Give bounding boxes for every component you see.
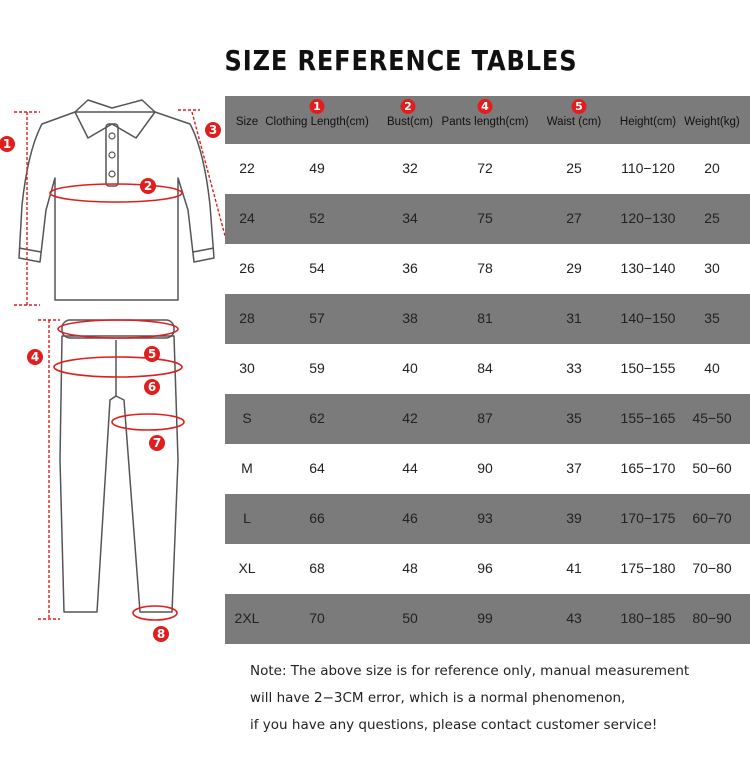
table-row	[225, 244, 750, 294]
table-cell: 62	[309, 410, 325, 426]
table-cell: 110−120	[621, 160, 675, 176]
table-cell: 25	[566, 160, 582, 176]
table-cell: 25	[704, 210, 720, 226]
table-cell: 80−90	[692, 610, 732, 626]
marker-7: 7	[152, 436, 162, 450]
shirt-button	[109, 171, 115, 177]
column-header: Pants length(cm)	[441, 116, 529, 128]
table-row	[225, 494, 750, 544]
table-cell: 96	[477, 560, 493, 576]
size-cell: XL	[238, 560, 256, 576]
collar	[75, 100, 155, 138]
note-line: Note: The above size is for reference only, manual measurement	[250, 663, 690, 679]
table-cell: 57	[309, 310, 325, 326]
table-cell: 46	[402, 510, 418, 526]
table-cell: 20	[704, 160, 720, 176]
table-body	[225, 144, 750, 644]
table-cell: 72	[477, 160, 493, 176]
note-line: will have 2−3CM error, which is a normal phenomenon,	[250, 690, 626, 706]
size-cell: M	[241, 460, 253, 476]
table-cell: 50−60	[692, 460, 732, 476]
marker-8: 8	[156, 627, 166, 641]
table-cell: 37	[566, 460, 582, 476]
table-cell: 43	[566, 610, 582, 626]
note-line: if you have any questions, please contact customer service!	[250, 717, 658, 733]
table-cell: 35	[566, 410, 582, 426]
table-cell: 44	[402, 460, 418, 476]
table-cell: 32	[402, 160, 418, 176]
size-cell: S	[242, 410, 252, 426]
table-cell: 150−155	[620, 360, 676, 376]
shirt-button	[109, 152, 115, 158]
table-cell: 99	[477, 610, 493, 626]
table-row	[225, 344, 750, 394]
table-cell: 39	[566, 510, 582, 526]
table-cell: 78	[477, 260, 493, 276]
table-row	[225, 394, 750, 444]
column-header: Weight(kg)	[684, 116, 740, 128]
measure-marker-badge: 1	[310, 99, 325, 114]
size-table	[225, 96, 750, 644]
size-cell: 28	[239, 310, 255, 326]
table-cell: 93	[477, 510, 493, 526]
table-cell: 50	[402, 610, 418, 626]
table-cell: 84	[477, 360, 493, 376]
table-cell: 34	[402, 210, 418, 226]
ankle-measure-ring	[133, 606, 177, 620]
table-cell: 165−170	[620, 460, 676, 476]
table-row	[225, 594, 750, 644]
table-cell: 60−70	[692, 510, 732, 526]
size-cell: 30	[239, 360, 255, 376]
table-cell: 45−50	[692, 410, 732, 426]
table-cell: 41	[566, 560, 582, 576]
table-cell: 180−185	[620, 610, 676, 626]
table-cell: 31	[566, 310, 582, 326]
column-header: Size	[235, 116, 259, 128]
table-cell: 54	[309, 260, 325, 276]
table-row	[225, 194, 750, 244]
table-cell: 66	[309, 510, 325, 526]
table-cell: 87	[477, 410, 493, 426]
table-cell: 49	[309, 160, 325, 176]
table-cell: 75	[477, 210, 493, 226]
table-cell: 48	[402, 560, 418, 576]
size-cell: 26	[239, 260, 255, 276]
column-header: Height(cm)	[619, 116, 677, 128]
size-cell: L	[243, 510, 251, 526]
table-cell: 70−80	[692, 560, 732, 576]
table-cell: 175−180	[620, 560, 676, 576]
table-cell: 42	[402, 410, 418, 426]
measure-marker-badge: 5	[572, 99, 587, 114]
table-cell: 30	[704, 260, 720, 276]
table-cell: 52	[309, 210, 325, 226]
marker-3: 3	[208, 123, 218, 137]
table-cell: 33	[566, 360, 582, 376]
column-header: Waist (cm)	[546, 116, 602, 128]
table-cell: 90	[477, 460, 493, 476]
shirt-outline	[19, 112, 214, 300]
hip-measure-ring	[54, 357, 182, 377]
size-cell: 22	[239, 160, 255, 176]
table-cell: 40	[402, 360, 418, 376]
table-cell: 120−130	[620, 210, 676, 226]
table-cell: 70	[309, 610, 325, 626]
table-cell: 27	[566, 210, 582, 226]
column-header: Bust(cm)	[387, 116, 433, 128]
table-cell: 68	[309, 560, 325, 576]
table-cell: 155−165	[620, 410, 676, 426]
page-title: SIZE REFERENCE TABLES	[224, 44, 578, 77]
marker-5: 5	[147, 347, 157, 361]
table-cell: 40	[704, 360, 720, 376]
table-header-row	[225, 96, 750, 144]
table-cell: 38	[402, 310, 418, 326]
thigh-measure-ring	[112, 414, 184, 430]
marker-6: 6	[147, 380, 157, 394]
size-cell: 24	[239, 210, 255, 226]
marker-1: 1	[2, 137, 12, 151]
table-cell: 64	[309, 460, 325, 476]
table-cell: 29	[566, 260, 582, 276]
shirt-button	[109, 133, 115, 139]
table-cell: 35	[704, 310, 720, 326]
table-cell: 59	[309, 360, 325, 376]
column-header: Clothing Length(cm)	[265, 116, 369, 128]
table-row	[225, 544, 750, 594]
marker-2: 2	[143, 179, 153, 193]
table-cell: 81	[477, 310, 493, 326]
table-cell: 140−150	[620, 310, 676, 326]
table-row	[225, 294, 750, 344]
bust-measure-ring	[50, 184, 182, 202]
table-cell: 36	[402, 260, 418, 276]
table-row	[225, 144, 750, 194]
table-cell: 170−175	[620, 510, 676, 526]
marker-4: 4	[30, 350, 40, 364]
size-cell: 2XL	[234, 610, 260, 626]
note	[250, 658, 689, 739]
table-row	[225, 444, 750, 494]
measure-marker-badge: 2	[401, 99, 416, 114]
measure-marker-badge: 4	[478, 99, 493, 114]
table-cell: 130−140	[620, 260, 676, 276]
garment-illustration	[0, 80, 225, 650]
